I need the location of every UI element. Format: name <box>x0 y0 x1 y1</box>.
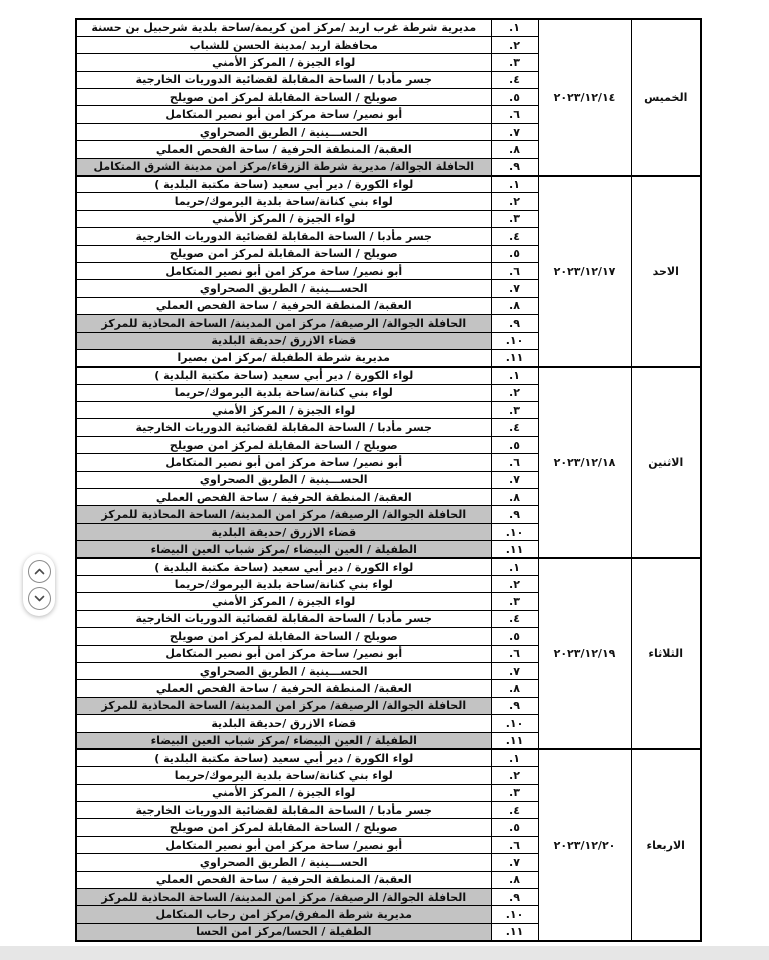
location-cell: العقبة/ المنطقة الحرفية / ساحة الفحص العملي <box>76 871 491 888</box>
location-cell: أبو نصير/ ساحة مركز امن أبو نصير المتكامل <box>76 262 491 279</box>
location-cell: جسر مأدبا / الساحة المقابلة لقضائية الدوريات الخارجية <box>76 610 491 627</box>
row-number-cell: ١١. <box>491 349 538 366</box>
location-cell: لواء الجيزة / المركز الأمني <box>76 593 491 610</box>
row-number-cell: ٢. <box>491 576 538 593</box>
scroll-down-button[interactable] <box>28 587 51 610</box>
row-number-cell: ١٠. <box>491 523 538 540</box>
location-cell: لواء الكورة / دير أبي سعيد (ساحة مكتبة البلدية ) <box>76 558 491 575</box>
row-number-cell: ٩. <box>491 697 538 714</box>
row-number-cell: ٤. <box>491 228 538 245</box>
row-number-cell: ١١. <box>491 732 538 749</box>
row-number-cell: ٩. <box>491 889 538 906</box>
location-cell: الحافلة الجوالة/ الرصيفة/ مركز امن المدينة/ الساحة المحاذية للمركز <box>76 506 491 523</box>
scroll-widget <box>23 554 55 616</box>
chevron-up-icon <box>34 568 45 575</box>
location-cell: أبو نصير/ ساحة مركز امن أبو نصير المتكامل <box>76 836 491 853</box>
location-cell: الطفيلة / العين البيضاء /مركز شباب العين البيضاء <box>76 732 491 749</box>
row-number-cell: ١. <box>491 558 538 575</box>
row-number-cell: ٣. <box>491 210 538 227</box>
day-cell: الاثنين <box>631 367 701 558</box>
row-number-cell: ٩. <box>491 315 538 332</box>
location-cell: أبو نصير/ ساحة مركز امن أبو نصير المتكامل <box>76 454 491 471</box>
location-cell: قضاء الازرق /حديقة البلدية <box>76 715 491 732</box>
location-cell: صويلح / الساحة المقابلة لمركز امن صويلح <box>76 89 491 106</box>
row-number-cell: ٦. <box>491 454 538 471</box>
row-number-cell: ٨. <box>491 489 538 506</box>
row-number-cell: ٨. <box>491 680 538 697</box>
day-cell: الخميس <box>631 19 701 176</box>
date-cell: ٢٠٢٣/١٢/١٨ <box>538 367 631 558</box>
row-number-cell: ٧. <box>491 280 538 297</box>
table-row <box>76 558 701 575</box>
row-number-cell: ٥. <box>491 89 538 106</box>
location-cell: لواء بني كنانة/ساحة بلدية اليرموك/حريما <box>76 193 491 210</box>
location-cell: الحســـينية / الطريق الصحراوي <box>76 471 491 488</box>
date-cell: ٢٠٢٣/١٢/٢٠ <box>538 749 631 940</box>
row-number-cell: ٣. <box>491 402 538 419</box>
location-cell: صويلح / الساحة المقابلة لمركز امن صويلح <box>76 436 491 453</box>
location-cell: مديرية شرطة غرب اربد /مركز امن كريمة/ساحة بلدية شرحبيل بن حسنة <box>76 19 491 36</box>
location-cell: لواء الكورة / دير أبي سعيد (ساحة مكتبة البلدية ) <box>76 749 491 766</box>
location-cell: قضاء الازرق /حديقة البلدية <box>76 523 491 540</box>
schedule-table <box>75 18 702 942</box>
location-cell: لواء الجيزة / المركز الأمني <box>76 210 491 227</box>
location-cell: الحافلة الجوالة/ الرصيفة/ مركز امن المدينة/ الساحة المحاذية للمركز <box>76 889 491 906</box>
location-cell: مديرية شرطة المفرق/مركز امن رحاب المتكامل <box>76 906 491 923</box>
row-number-cell: ٧. <box>491 123 538 140</box>
date-cell: ٢٠٢٣/١٢/١٧ <box>538 176 631 367</box>
location-cell: الطفيلة / العين البيضاء /مركز شباب العين البيضاء <box>76 541 491 558</box>
location-cell: العقبة/ المنطقة الحرفية / ساحة الفحص العملي <box>76 680 491 697</box>
location-cell: لواء بني كنانة/ساحة بلدية اليرموك/حريما <box>76 767 491 784</box>
row-number-cell: ٥. <box>491 628 538 645</box>
location-cell: العقبة/ المنطقة الحرفية / ساحة الفحص العملي <box>76 489 491 506</box>
location-cell: لواء الكورة / دير أبي سعيد (ساحة مكتبة البلدية ) <box>76 176 491 193</box>
row-number-cell: ٩. <box>491 158 538 175</box>
location-cell: الحســـينية / الطريق الصحراوي <box>76 280 491 297</box>
row-number-cell: ١٠. <box>491 332 538 349</box>
row-number-cell: ٦. <box>491 106 538 123</box>
location-cell: لواء الجيزة / المركز الأمني <box>76 784 491 801</box>
row-number-cell: ٧. <box>491 471 538 488</box>
row-number-cell: ١. <box>491 749 538 766</box>
location-cell: لواء الجيزة / المركز الأمني <box>76 402 491 419</box>
row-number-cell: ٤. <box>491 610 538 627</box>
row-number-cell: ٧. <box>491 854 538 871</box>
date-cell: ٢٠٢٣/١٢/١٩ <box>538 558 631 749</box>
row-number-cell: ٢. <box>491 36 538 53</box>
row-number-cell: ٨. <box>491 297 538 314</box>
location-cell: العقبة/ المنطقة الحرفية / ساحة الفحص العملي <box>76 297 491 314</box>
row-number-cell: ٨. <box>491 871 538 888</box>
row-number-cell: ١. <box>491 367 538 384</box>
location-cell: الحافلة الجوالة/ الرصيفة/ مركز امن المدينة/ الساحة المحاذية للمركز <box>76 315 491 332</box>
location-cell: الحســـينية / الطريق الصحراوي <box>76 854 491 871</box>
row-number-cell: ٣. <box>491 54 538 71</box>
row-number-cell: ١٠. <box>491 715 538 732</box>
row-number-cell: ١. <box>491 19 538 36</box>
table-row <box>76 176 701 193</box>
row-number-cell: ٥. <box>491 245 538 262</box>
table-row <box>76 19 701 36</box>
row-number-cell: ١٠. <box>491 906 538 923</box>
table-row <box>76 367 701 384</box>
location-cell: مديرية شرطة الطفيلة /مركز امن بصيرا <box>76 349 491 366</box>
location-cell: جسر مأدبا / الساحة المقابلة لقضائية الدوريات الخارجية <box>76 419 491 436</box>
row-number-cell: ٧. <box>491 662 538 679</box>
day-cell: الاحد <box>631 176 701 367</box>
row-number-cell: ٢. <box>491 193 538 210</box>
location-cell: الحافلة الجوالة/ الرصيفة/ مركز امن المدينة/ الساحة المحاذية للمركز <box>76 697 491 714</box>
location-cell: الحافلة الجوالة/ مديرية شرطة الزرقاء/مركز امن مدينة الشرق المتكامل <box>76 158 491 175</box>
location-cell: لواء بني كنانة/ساحة بلدية اليرموك/حريما <box>76 576 491 593</box>
chevron-down-icon <box>34 595 45 602</box>
location-cell: صويلح / الساحة المقابلة لمركز امن صويلح <box>76 819 491 836</box>
location-cell: أبو نصير/ ساحة مركز امن أبو نصير المتكامل <box>76 106 491 123</box>
location-cell: الحســـينية / الطريق الصحراوي <box>76 662 491 679</box>
day-cell: الاربعاء <box>631 749 701 940</box>
row-number-cell: ٨. <box>491 141 538 158</box>
row-number-cell: ٩. <box>491 506 538 523</box>
location-cell: صويلح / الساحة المقابلة لمركز امن صويلح <box>76 628 491 645</box>
location-cell: قضاء الازرق /حديقة البلدية <box>76 332 491 349</box>
location-cell: محافظة اربد /مدينة الحسن للشباب <box>76 36 491 53</box>
location-cell: جسر مأدبا / الساحة المقابلة لقضائية الدوريات الخارجية <box>76 802 491 819</box>
table-row <box>76 749 701 766</box>
row-number-cell: ٤. <box>491 71 538 88</box>
row-number-cell: ١. <box>491 176 538 193</box>
location-cell: لواء بني كنانة/ساحة بلدية اليرموك/حريما <box>76 384 491 401</box>
row-number-cell: ٢. <box>491 767 538 784</box>
row-number-cell: ٥. <box>491 819 538 836</box>
row-number-cell: ١١. <box>491 541 538 558</box>
row-number-cell: ٦. <box>491 836 538 853</box>
location-cell: صويلح / الساحة المقابلة لمركز امن صويلح <box>76 245 491 262</box>
location-cell: العقبة/ المنطقة الحرفية / ساحة الفحص العملي <box>76 141 491 158</box>
row-number-cell: ٤. <box>491 802 538 819</box>
location-cell: أبو نصير/ ساحة مركز امن أبو نصير المتكامل <box>76 645 491 662</box>
row-number-cell: ١١. <box>491 923 538 940</box>
row-number-cell: ٣. <box>491 593 538 610</box>
scroll-up-button[interactable] <box>28 560 51 583</box>
date-cell: ٢٠٢٣/١٢/١٤ <box>538 19 631 176</box>
location-cell: الطفيلة / الحسا/مركز امن الحسا <box>76 923 491 940</box>
location-cell: جسر مأدبا / الساحة المقابلة لقضائية الدوريات الخارجية <box>76 71 491 88</box>
row-number-cell: ٤. <box>491 419 538 436</box>
row-number-cell: ٥. <box>491 436 538 453</box>
row-number-cell: ٣. <box>491 784 538 801</box>
location-cell: الحســـينية / الطريق الصحراوي <box>76 123 491 140</box>
day-cell: الثلاثاء <box>631 558 701 749</box>
location-cell: لواء الكورة / دير أبي سعيد (ساحة مكتبة البلدية ) <box>76 367 491 384</box>
row-number-cell: ٦. <box>491 262 538 279</box>
location-cell: لواء الجيزة / المركز الأمني <box>76 54 491 71</box>
row-number-cell: ٦. <box>491 645 538 662</box>
row-number-cell: ٢. <box>491 384 538 401</box>
location-cell: جسر مأدبا / الساحة المقابلة لقضائية الدوريات الخارجية <box>76 228 491 245</box>
